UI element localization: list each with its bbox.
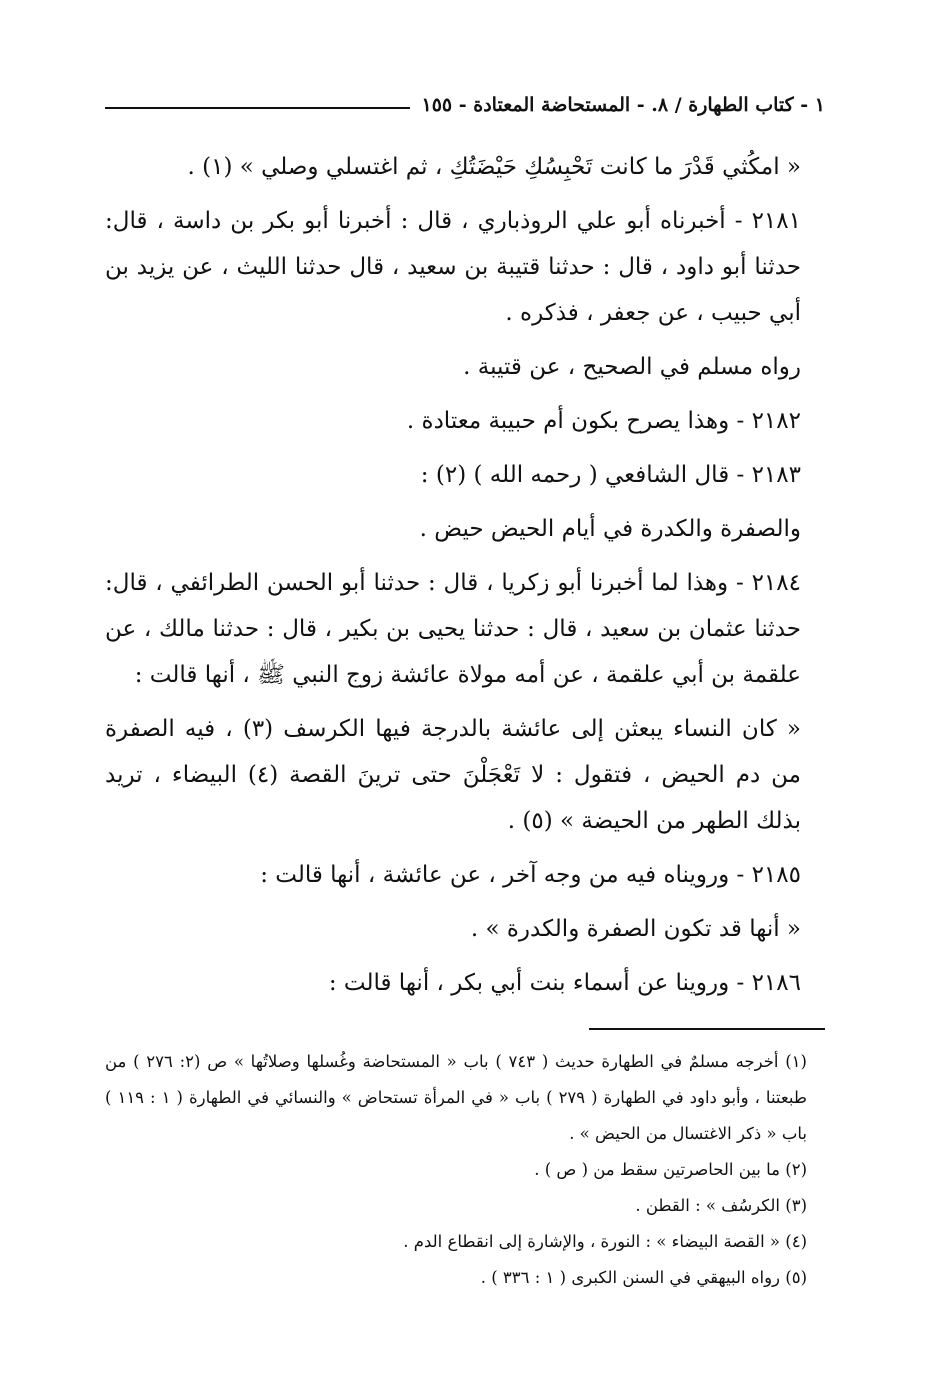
paragraph-2183: ٢١٨٣ - قال الشافعي ( رحمه الله ) (٢) :: [420, 462, 801, 488]
footnote-2: (٢) ما بين الحاصرتين سقط من ( ص ) .: [534, 1160, 807, 1179]
narration-note: رواه مسلم في الصحيح ، عن قتيبة .: [463, 354, 801, 380]
header-rule: [105, 107, 410, 109]
running-title: ١ - كتاب الطهارة / ٨. - المستحاضة المعتادة - ١٥٥: [421, 94, 825, 116]
footnote-5: (٥) رواه البيهقي في السنن الكبرى ( ١ : ٣٣٦ ) .: [480, 1268, 807, 1287]
page-header: [105, 90, 825, 120]
paragraph-2182: ٢١٨٢ - وهذا يصرح بكون أم حبيبة معتادة .: [406, 408, 801, 434]
footnote-4: (٤) « القصة البيضاء » : النورة ، والإشارة إلى انقطاع الدم .: [403, 1232, 807, 1251]
footnote-1: (١) أخرجه مسلمٌ في الطهارة حديث ( ٧٤٣ ) باب « المستحاضة وغُسلها وصلاتُها » ص (٢: ٢٧٦ ) من طبعتنا ، وأبو داود في الطهارة ( ٢٧٩ ) باب « في المرأة تستحاض » والنسائي في الطهارة ( ١ : ١١٩ ) باب « ذكر الاغتسال من الحيض » .: [105, 1052, 807, 1143]
hadith-quote: « امكُثي قَدْرَ ما كانت تَحْبِسُكِ حَيْضَتُكِ ، ثم اغتسلي وصلي » (١) .: [187, 154, 801, 180]
footnotes: [105, 1044, 825, 1296]
footnote-3: (٣) الكرسُف » : القطن .: [635, 1196, 807, 1215]
book-page: [105, 82, 825, 1322]
paragraph-2186: ٢١٨٦ - وروينا عن أسماء بنت أبي بكر ، أنها قالت :: [328, 970, 801, 996]
isnad-paragraph-2184: ٢١٨٤ - وهذا لما أخبرنا أبو زكريا ، قال : حدثنا أبو الحسن الطرائفي ، قال: حدثنا عثمان بن سعيد ، قال : حدثنا يحيى بن بكير ، قال : حدثنا مالك ، عن علقمة بن أبي علقمة ، عن أمه مولاة عائشة زوج النبي ﷺ ، أنها قالت :: [105, 570, 801, 688]
paragraph-2185: ٢١٨٥ - ورويناه فيه من وجه آخر ، عن عائشة ، أنها قالت :: [260, 862, 801, 888]
ruling-statement: والصفرة والكدرة في أيام الحيض حيض .: [419, 516, 801, 542]
quote-yellowness: « أنها قد تكون الصفرة والكدرة » .: [470, 916, 801, 942]
footnote-separator: [589, 1028, 825, 1030]
hadith-quote-aisha: « كان النساء يبعثن إلى عائشة بالدرجة فيها الكرسف (٣) ، فيه الصفرة من دم الحيض ، فتقول : لا تَعْجَلْنَ حتى ترينَ القصة (٤) البيضاء ، تريد بذلك الطهر من الحيضة » (٥) .: [105, 716, 801, 834]
isnad-paragraph-2181: ٢١٨١ - أخبرناه أبو علي الروذباري ، قال : أخبرنا أبو بكر بن داسة ، قال: حدثنا أبو داود ، قال : حدثنا قتيبة بن سعيد ، قال حدثنا الليث ، عن يزيد بن أبي حبيب ، عن جعفر ، فذكره .: [105, 208, 801, 326]
main-text: [105, 144, 825, 1014]
